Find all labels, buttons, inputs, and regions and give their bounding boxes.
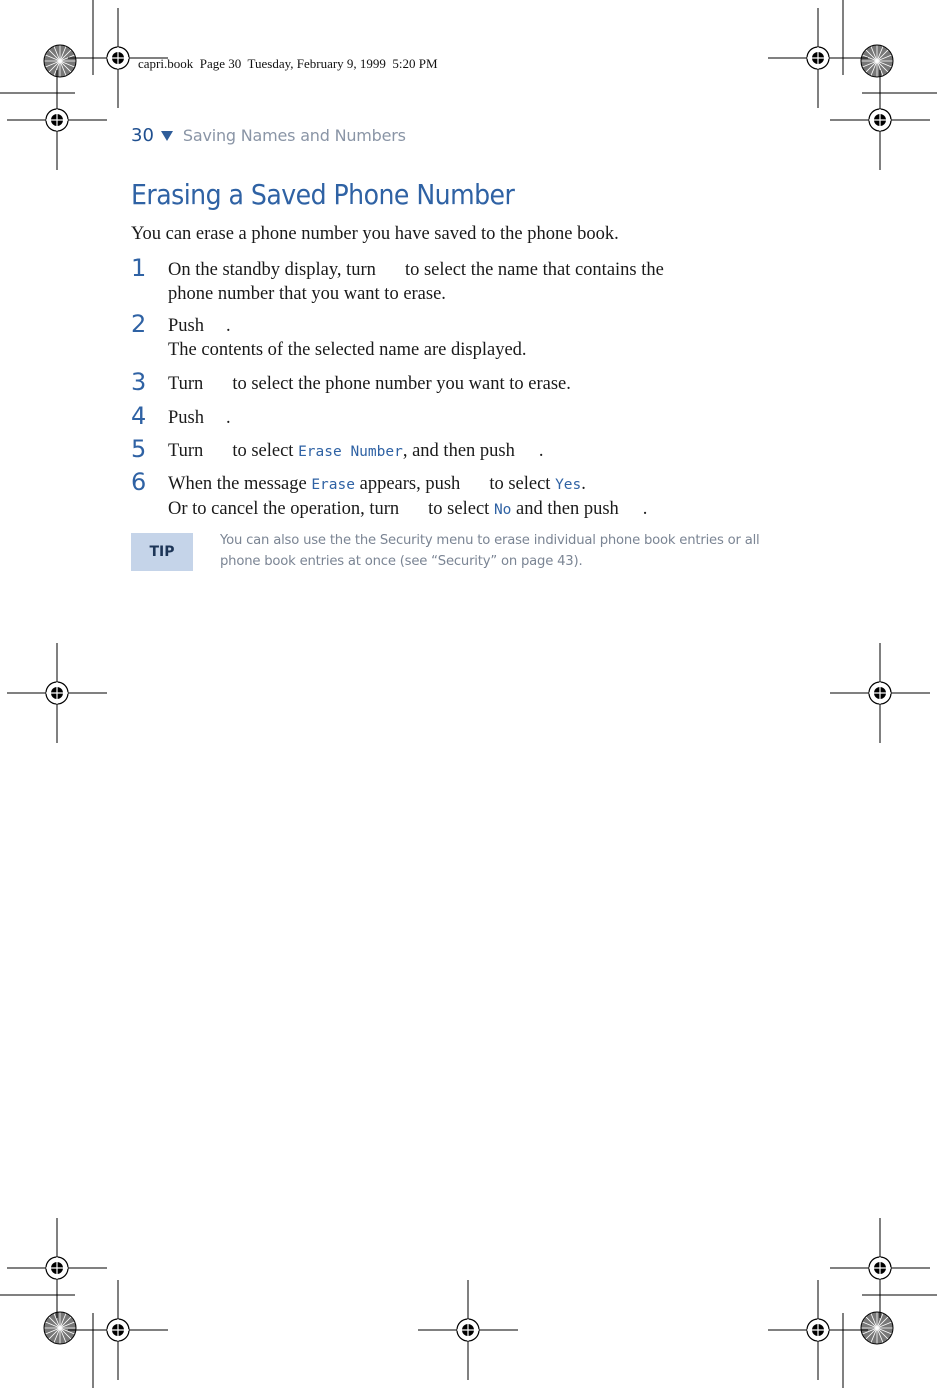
step-text — [168, 258, 664, 306]
tip-text: You can also use the the Security menu to erase individual phone book entries or all phone book entries at once (see “Security” on page 43). — [220, 533, 760, 569]
step-number: 4 — [131, 402, 147, 430]
step-number: 3 — [131, 368, 147, 396]
step-6-text-h: . — [642, 499, 648, 519]
intro-paragraph: You can erase a phone number you have saved to the phone book. — [131, 224, 619, 244]
step-4-text-b: . — [226, 408, 231, 428]
step-5-text-d: . — [538, 441, 544, 461]
step-1-text-c: phone number that you want to erase. — [168, 284, 446, 304]
print-slug: capri.book Page 30 Tuesday, February 9, 1999 5:20 PM — [138, 56, 438, 71]
step-6-text-a: When the message — [168, 474, 307, 494]
message-code: Erase — [311, 477, 355, 493]
step-1-text-a: On the standby display, turn — [168, 260, 376, 280]
running-header — [131, 125, 406, 146]
step-6-text-c: to select — [489, 474, 551, 494]
step-2-text-b: . — [226, 316, 231, 336]
step-text — [168, 372, 571, 396]
step-number: 6 — [131, 468, 147, 496]
tip-label: TIP — [149, 544, 175, 560]
step-6-text-e: Or to cancel the operation, turn — [168, 499, 400, 519]
step-6-text-b: appears, push — [359, 474, 461, 494]
step-text — [168, 472, 647, 522]
section-title: Saving Names and Numbers — [182, 126, 406, 145]
step-text — [168, 406, 231, 430]
step-text — [168, 314, 527, 362]
option-yes-code: Yes — [555, 477, 582, 493]
menu-option-code: Erase Number — [298, 444, 403, 460]
step-6-text-d: . — [581, 474, 586, 494]
step-6-text-g: and then push — [516, 499, 619, 519]
step-2-text-a: Push — [168, 316, 204, 336]
step-number: 5 — [131, 435, 147, 463]
step-5-text-b: to select — [232, 441, 294, 461]
step-3-text-b: to select the phone number you want to erase. — [232, 374, 571, 394]
step-5-text-a: Turn — [168, 441, 204, 461]
tip-badge — [131, 533, 193, 571]
step-5-text-c: , and then push — [402, 441, 515, 461]
triangle-down-icon — [161, 131, 173, 141]
step-number: 1 — [131, 254, 147, 282]
step-3-text-a: Turn — [168, 374, 204, 394]
step-number: 2 — [131, 310, 147, 338]
step-2-text-c: The contents of the selected name are displayed. — [168, 340, 527, 360]
option-no-code: No — [493, 502, 512, 518]
step-text — [168, 439, 543, 464]
page-title: Erasing a Saved Phone Number — [131, 178, 515, 211]
step-1-text-b: to select the name that contains the — [404, 260, 664, 280]
page-number: 30 — [131, 125, 154, 146]
step-4-text-a: Push — [168, 408, 204, 428]
step-6-text-f: to select — [428, 499, 490, 519]
